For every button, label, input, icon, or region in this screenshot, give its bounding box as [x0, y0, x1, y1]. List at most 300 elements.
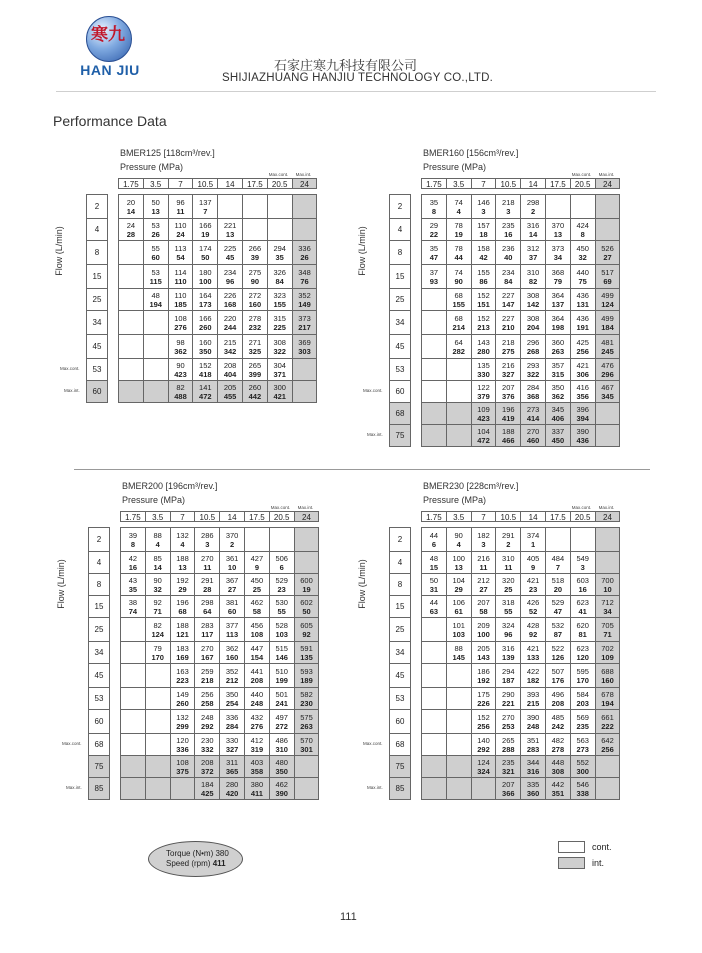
speed-value: 185: [174, 299, 187, 309]
speed-value: 263: [551, 346, 565, 356]
performance-cell: [269, 527, 295, 552]
speed-value: 423: [174, 369, 187, 379]
speed-value: 184: [601, 322, 614, 332]
torque-value: 308: [526, 290, 540, 300]
performance-cell: [170, 733, 196, 756]
speed-value: 32: [578, 252, 587, 262]
flow-row-header: 60: [88, 709, 110, 734]
performance-cell: [545, 240, 571, 265]
pressure-header-cell: 7: [170, 511, 196, 522]
performance-cell: [421, 194, 447, 219]
torque-value: 152: [477, 712, 490, 722]
pressure-header-cell: 10.5: [192, 178, 218, 189]
pressure-header-cell: 14: [520, 178, 546, 189]
performance-cell: [194, 687, 220, 710]
torque-value: 424: [576, 220, 589, 230]
speed-value: 3: [506, 206, 511, 216]
performance-cell: [120, 777, 146, 800]
performance-cell: [244, 733, 270, 756]
torque-value: 207: [502, 779, 515, 789]
speed-value: 14: [126, 206, 136, 216]
torque-value: 216: [477, 553, 490, 563]
torque-value: 55: [151, 243, 160, 253]
performance-cell: [595, 380, 621, 403]
speed-value: 204: [526, 322, 540, 332]
performance-cell: [421, 709, 447, 734]
speed-value: 120: [576, 652, 589, 662]
torque-value: 286: [201, 530, 214, 540]
performance-cell: [595, 687, 621, 710]
torque-value: 396: [576, 404, 589, 414]
torque-value: 584: [576, 689, 589, 699]
performance-cell: [120, 687, 146, 710]
speed-value: 29: [178, 584, 187, 594]
speed-value: 208: [551, 698, 565, 708]
flow-row-header: 2: [86, 194, 108, 219]
speed-value: 404: [223, 369, 237, 379]
performance-cell: [471, 573, 497, 596]
performance-cell: [471, 595, 497, 618]
torque-value: 230: [201, 735, 214, 745]
performance-cell: [495, 402, 521, 425]
speed-value: 11: [176, 206, 185, 216]
speed-value: 147: [502, 299, 515, 309]
torque-value: 180: [199, 267, 212, 277]
torque-value: 582: [300, 689, 313, 699]
torque-value: 436: [576, 313, 589, 323]
torque-value: 529: [275, 575, 288, 585]
performance-cell: [520, 755, 546, 778]
torque-value: 591: [300, 643, 313, 653]
torque-value: 114: [174, 267, 187, 277]
torque-value: 518: [551, 575, 565, 585]
performance-cell: [118, 240, 144, 265]
performance-cell: [145, 687, 171, 710]
performance-cell: [267, 194, 293, 219]
performance-cell: [217, 264, 243, 289]
flow-row-header: 25: [389, 617, 411, 642]
performance-cell: [120, 573, 146, 596]
performance-cell: [471, 380, 497, 403]
performance-cell: [217, 358, 243, 381]
performance-cell: [267, 310, 293, 335]
speed-value: 450: [551, 435, 565, 445]
speed-value: 19: [201, 229, 210, 239]
torque-value: 357: [551, 360, 565, 370]
performance-cell: [446, 194, 472, 219]
torque-value: 700: [601, 575, 614, 585]
torque-value: 352: [298, 290, 311, 300]
speed-value: 84: [275, 276, 284, 286]
torque-value: 426: [526, 597, 540, 607]
performance-cell: [170, 595, 196, 618]
speed-value: 4: [155, 539, 160, 549]
pressure-header-cell: 1.75: [421, 511, 447, 522]
performance-cell: [217, 288, 243, 311]
torque-value: 50: [429, 575, 439, 585]
performance-cell: [170, 687, 196, 710]
speed-value: 245: [601, 346, 614, 356]
speed-value: 280: [477, 346, 490, 356]
performance-cell: [292, 334, 318, 359]
performance-cell: [545, 402, 571, 425]
speed-value: 170: [576, 675, 589, 685]
performance-cell: [471, 264, 497, 289]
torque-value: 212: [477, 575, 490, 585]
speed-value: 82: [528, 276, 538, 286]
torque-value: 678: [601, 689, 614, 699]
torque-value: 344: [526, 757, 540, 767]
torque-value: 196: [502, 404, 515, 414]
speed-value: 110: [174, 276, 187, 286]
performance-cell: [520, 334, 546, 359]
performance-cell: [471, 402, 497, 425]
torque-value: 360: [551, 337, 565, 347]
torque-value: 467: [601, 382, 614, 392]
speed-value: 100: [477, 629, 490, 639]
speed-value: 22: [429, 229, 439, 239]
speed-value: 155: [452, 299, 465, 309]
torque-value: 522: [551, 643, 565, 653]
performance-cell: [421, 310, 447, 335]
performance-cell: [595, 709, 621, 734]
performance-cell: [545, 617, 571, 642]
torque-value: 24: [126, 220, 136, 230]
performance-cell: [244, 551, 270, 574]
pressure-header-cell: 10.5: [495, 511, 521, 522]
speed-value: 29: [454, 584, 463, 594]
torque-value: 152: [199, 360, 212, 370]
pressure-label: Pressure (MPa): [423, 162, 487, 172]
torque-value: 436: [576, 290, 589, 300]
legend-int-label: int.: [592, 858, 605, 868]
torque-value: 335: [526, 779, 540, 789]
performance-cell: [168, 380, 194, 403]
performance-cell: [520, 733, 546, 756]
performance-cell: [446, 641, 472, 664]
performance-cell: [520, 687, 546, 710]
speed-value: 248: [250, 698, 264, 708]
performance-cell: [520, 709, 546, 734]
torque-value: 294: [502, 666, 515, 676]
torque-value: 132: [176, 530, 189, 540]
performance-cell: [219, 709, 245, 734]
performance-cell: [471, 218, 497, 241]
torque-value: 265: [502, 735, 515, 745]
performance-cell: [143, 218, 169, 241]
speed-value: 84: [504, 276, 513, 286]
performance-cell: [269, 755, 295, 778]
torque-value: 575: [300, 712, 313, 722]
torque-value: 205: [223, 382, 237, 392]
table-title: BMER125 [118cm³/rev.]: [120, 148, 215, 158]
speed-value: 332: [201, 744, 214, 754]
torque-value: 236: [502, 243, 515, 253]
speed-value: 11: [504, 562, 513, 572]
torque-value: 486: [275, 735, 288, 745]
torque-value: 108: [174, 313, 187, 323]
torque-value: 43: [128, 575, 138, 585]
speed-value: 8: [130, 539, 135, 549]
torque-value: 90: [153, 575, 162, 585]
flow-row-header: 68: [389, 402, 411, 425]
performance-cell: [192, 264, 218, 289]
speed-value: 299: [176, 721, 189, 731]
performance-cell: [545, 663, 571, 688]
speed-value: 90: [250, 276, 260, 286]
flow-row-header: 75: [389, 755, 411, 778]
speed-value: 322: [273, 346, 286, 356]
speed-value: 11: [203, 562, 212, 572]
speed-value: 256: [601, 744, 614, 754]
speed-value: 325: [248, 346, 262, 356]
performance-cell: [570, 663, 596, 688]
performance-cell: [495, 663, 521, 688]
flow-row-header: 75: [389, 424, 411, 447]
performance-cell: [545, 551, 571, 574]
speed-value: 2: [531, 206, 536, 216]
legend-int-swatch: [558, 857, 585, 869]
speed-value: 472: [199, 391, 212, 401]
speed-value: 362: [174, 346, 187, 356]
flow-row-header: 60: [389, 709, 411, 734]
torque-value: 370: [225, 530, 239, 540]
performance-cell: [421, 617, 447, 642]
flow-row-header: 34: [389, 641, 411, 664]
torque-value: 448: [551, 757, 565, 767]
performance-cell: [168, 334, 194, 359]
performance-cell: [520, 402, 546, 425]
speed-value: 143: [477, 652, 490, 662]
speed-value: 145: [452, 652, 465, 662]
performance-cell: [570, 573, 596, 596]
performance-cell: [292, 194, 318, 219]
speed-value: 4: [456, 206, 461, 216]
speed-value: 14: [528, 229, 538, 239]
speed-value: 365: [225, 766, 239, 776]
speed-value: 442: [248, 391, 262, 401]
torque-value: 336: [225, 712, 239, 722]
speed-value: 244: [223, 322, 237, 332]
performance-cell: [294, 755, 320, 778]
torque-value: 226: [223, 290, 237, 300]
performance-cell: [194, 733, 220, 756]
torque-value: 476: [601, 360, 614, 370]
performance-cell: [145, 641, 171, 664]
torque-value: 207: [502, 382, 515, 392]
performance-cell: [520, 617, 546, 642]
max-cont-column-tag: Max.cont.: [571, 505, 592, 510]
performance-cell: [570, 240, 596, 265]
speed-value: 350: [275, 766, 288, 776]
pressure-label: Pressure (MPa): [122, 495, 186, 505]
speed-value: 160: [225, 652, 239, 662]
speed-value: 488: [174, 391, 187, 401]
torque-value: 137: [199, 197, 212, 207]
performance-cell: [143, 288, 169, 311]
section-divider: [74, 469, 650, 470]
speed-value: 25: [504, 584, 513, 594]
speed-value: 160: [248, 299, 262, 309]
speed-value: 32: [153, 584, 162, 594]
torque-value: 88: [454, 643, 463, 653]
performance-cell: [269, 777, 295, 800]
performance-cell: [118, 334, 144, 359]
performance-cell: [595, 424, 621, 447]
performance-cell: [446, 573, 472, 596]
torque-value: 110: [174, 290, 187, 300]
torque-value: 595: [576, 666, 589, 676]
torque-value: 440: [576, 267, 589, 277]
torque-value: 85: [153, 553, 162, 563]
performance-cell: [495, 264, 521, 289]
speed-value: 8: [580, 229, 585, 239]
speed-value: 75: [578, 276, 587, 286]
speed-value: 376: [502, 391, 515, 401]
torque-value: 218: [502, 337, 515, 347]
speed-value: 87: [553, 629, 563, 639]
torque-value: 64: [454, 337, 463, 347]
torque-value: 100: [452, 553, 465, 563]
speed-value: 26: [300, 252, 309, 262]
torque-value: 227: [502, 313, 515, 323]
torque-value: 37: [429, 267, 439, 277]
torque-value: 298: [526, 197, 540, 207]
speed-value: 421: [273, 391, 286, 401]
torque-value: 485: [551, 712, 565, 722]
torque-value: 141: [199, 382, 212, 392]
speed-value: 39: [250, 252, 260, 262]
pressure-header-cell: 1.75: [120, 511, 146, 522]
performance-cell: [192, 194, 218, 219]
performance-cell: [421, 240, 447, 265]
torque-value: 104: [452, 575, 465, 585]
performance-cell: [421, 424, 447, 447]
torque-value: 259: [201, 666, 214, 676]
torque-value: 155: [477, 267, 490, 277]
performance-cell: [570, 755, 596, 778]
max-int-row-tag: Max.int.: [367, 432, 383, 437]
torque-value: 427: [250, 553, 264, 563]
performance-cell: [294, 641, 320, 664]
performance-cell: [570, 687, 596, 710]
flow-row-header: 2: [389, 194, 411, 219]
torque-value: 248: [201, 712, 214, 722]
performance-cell: [446, 527, 472, 552]
torque-value: 546: [576, 779, 589, 789]
speed-value: 366: [502, 788, 515, 798]
torque-value: 209: [477, 620, 490, 630]
speed-value: 27: [227, 584, 237, 594]
torque-value: 90: [176, 360, 185, 370]
speed-value: 460: [526, 435, 540, 445]
speed-value: 350: [199, 346, 212, 356]
torque-value: 68: [454, 290, 463, 300]
max-cont-row-tag: Max.cont.: [363, 741, 383, 746]
speed-value: 212: [225, 675, 239, 685]
max-cont-column-tag: Max.cont.: [268, 172, 289, 177]
performance-cell: [570, 709, 596, 734]
speed-value: 273: [576, 744, 589, 754]
speed-value: 9: [254, 562, 259, 572]
performance-cell: [194, 709, 220, 734]
performance-cell: [446, 617, 472, 642]
max-int-column-tag: Max.int.: [297, 505, 314, 510]
performance-cell: [120, 527, 146, 552]
performance-cell: [595, 402, 621, 425]
speed-value: 96: [504, 629, 513, 639]
speed-value: 8: [431, 206, 436, 216]
flow-row-header: 15: [389, 595, 411, 618]
speed-value: 25: [252, 584, 262, 594]
speed-value: 13: [553, 229, 563, 239]
performance-cell: [217, 334, 243, 359]
flow-row-header: 8: [88, 573, 110, 596]
max-int-column-tag: Max.int.: [598, 505, 615, 510]
torque-value: 174: [199, 243, 212, 253]
torque-value: 29: [429, 220, 439, 230]
flow-axis-label: Flow (L/min): [356, 226, 367, 276]
torque-value: 421: [526, 643, 540, 653]
speed-value: 351: [551, 788, 565, 798]
torque-value: 275: [248, 267, 262, 277]
performance-cell: [219, 617, 245, 642]
speed-value: 248: [526, 721, 540, 731]
speed-value: 23: [277, 584, 286, 594]
torque-value: 270: [526, 426, 540, 436]
speed-value: 124: [151, 629, 164, 639]
performance-cell: [471, 733, 497, 756]
performance-cell: [242, 310, 268, 335]
speed-value: 210: [502, 322, 515, 332]
torque-value: 600: [300, 575, 313, 585]
performance-cell: [219, 663, 245, 688]
speed-value: 308: [551, 766, 565, 776]
company-name-english: SHIJIAZHUANG HANJIU TECHNOLOGY CO.,LTD.: [222, 72, 494, 84]
speed-value: 103: [275, 629, 288, 639]
torque-value: 234: [502, 267, 515, 277]
speed-value: 282: [452, 346, 465, 356]
torque-value: 312: [526, 243, 540, 253]
performance-cell: [495, 641, 521, 664]
speed-value: 242: [551, 721, 565, 731]
speed-value: 356: [576, 391, 589, 401]
performance-cell: [118, 218, 144, 241]
pressure-label: Pressure (MPa): [120, 162, 184, 172]
torque-value: 42: [128, 553, 138, 563]
performance-cell: [471, 755, 497, 778]
speed-value: 54: [176, 252, 185, 262]
torque-value: 432: [250, 712, 264, 722]
torque-value: 515: [275, 643, 288, 653]
performance-cell: [269, 551, 295, 574]
torque-value: 368: [551, 267, 565, 277]
performance-cell: [545, 264, 571, 289]
speed-value: 425: [201, 788, 214, 798]
performance-cell: [520, 573, 546, 596]
speed-value: 169: [176, 652, 189, 662]
torque-value: 507: [551, 666, 565, 676]
company-name-chinese: 石家庄寒九科技有限公司: [274, 58, 418, 73]
performance-cell: [520, 264, 546, 289]
torque-value: 569: [576, 712, 589, 722]
performance-cell: [471, 777, 497, 800]
flow-row-header: 2: [88, 527, 110, 552]
performance-cell: [168, 264, 194, 289]
speed-value: 3: [481, 206, 486, 216]
torque-value: 350: [225, 689, 239, 699]
performance-cell: [446, 755, 472, 778]
